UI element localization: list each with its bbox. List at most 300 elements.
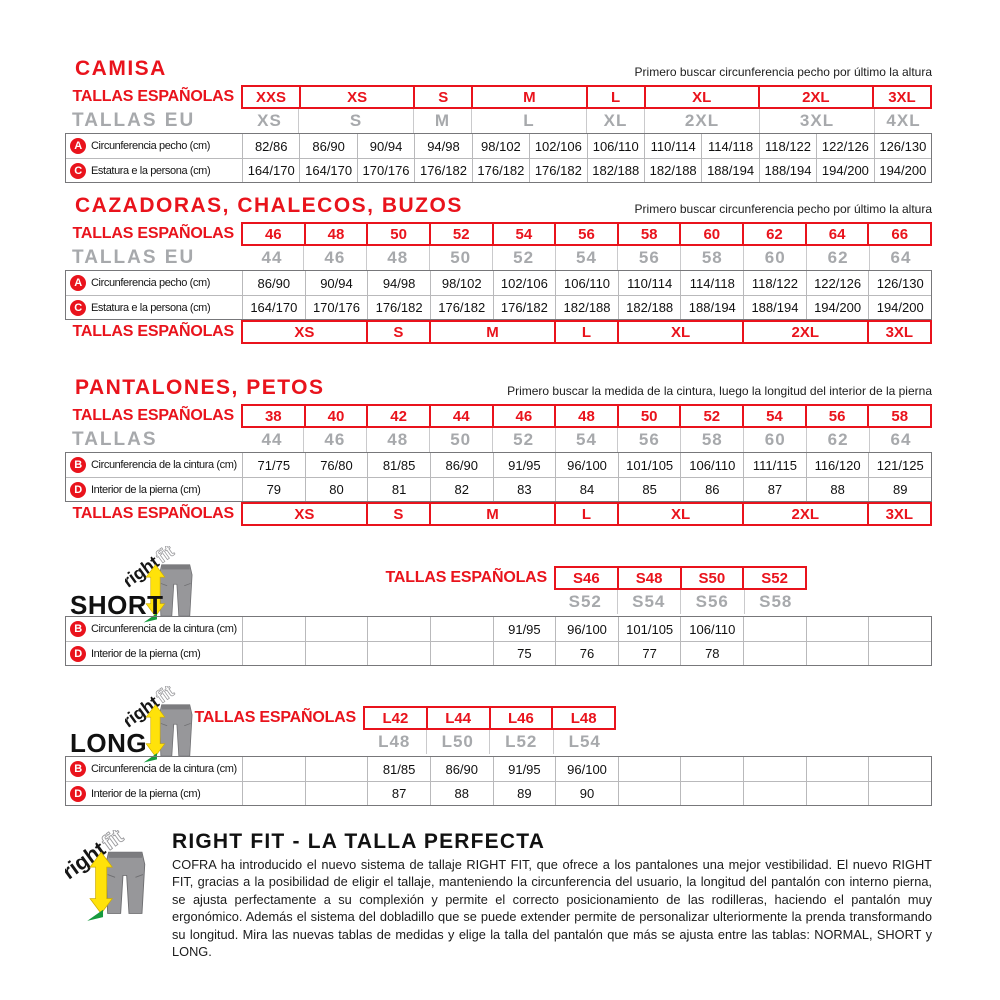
measure-value-cell: 94/98: [367, 271, 430, 295]
measure-value-cell: 111/115: [743, 453, 806, 477]
intl-size-cell: L: [554, 502, 619, 526]
inseam-value-cells: [242, 642, 931, 665]
short-measure-table: [65, 616, 932, 666]
measure-value-cell: 82/86: [242, 134, 299, 158]
measure-value-cell: [242, 617, 305, 641]
inseam-value-cells: [242, 782, 931, 805]
spanish-size-cell: 54: [742, 404, 807, 428]
cazadoras-note: Primero buscar circunferencia pecho por último la altura: [634, 202, 932, 216]
spanish-size-cell: 56: [554, 222, 619, 246]
section-cazadoras: [65, 192, 932, 344]
intl-size-cell: M: [429, 320, 556, 344]
badge-b-icon: B: [70, 457, 86, 473]
camisa-eu-size-cells: [241, 109, 932, 133]
rightfit-logo: [65, 830, 167, 948]
intl-size-cell: 2XL: [742, 320, 869, 344]
spanish-size-cell: L: [586, 85, 646, 109]
cazadoras-spanish-sizes-row: [65, 222, 932, 246]
cazadoras-spanish-size-cells: [241, 222, 932, 246]
measure-value-cell: 101/105: [618, 453, 681, 477]
short-size-cell: S52: [742, 566, 807, 590]
eu-size-cell: 46: [303, 428, 366, 452]
spanish-size-cell: 54: [492, 222, 557, 246]
measure-value-cell: 89: [493, 782, 556, 805]
measure-value-cell: 164/170: [299, 159, 356, 182]
badge-d-icon: D: [70, 786, 86, 802]
camisa-spanish-sizes-row: [65, 85, 932, 109]
measure-value-cell: 101/105: [618, 617, 681, 641]
measure-value-cell: 76: [555, 642, 618, 665]
cazadoras-eu-sizes-row: [65, 246, 932, 270]
eu-size-cell: 60: [743, 428, 806, 452]
spanish-size-cell: 60: [679, 222, 744, 246]
measure-label-text: Interior de la pierna (cm): [91, 787, 201, 800]
spanish-size-cell: 66: [867, 222, 932, 246]
spanish-size-cell: 46: [241, 222, 306, 246]
pantalones-measure-table: [65, 452, 932, 502]
short-title: SHORT: [70, 590, 164, 620]
measure-value-cell: 98/102: [472, 134, 529, 158]
waist-value-cells: [242, 617, 931, 641]
measure-value-cell: 121/125: [868, 453, 931, 477]
eu-size-cell: 56: [617, 428, 680, 452]
measure-value-cell: 96/100: [555, 617, 618, 641]
measure-label: [66, 271, 242, 295]
measure-value-cell: [868, 617, 931, 641]
pantalones-eu-sizes-row: [65, 428, 932, 452]
long-alt-sizes-row: [363, 730, 616, 754]
measure-value-cell: 188/194: [680, 296, 743, 319]
measure-value-cell: 87: [367, 782, 430, 805]
intl-size-cell: S: [366, 502, 431, 526]
measure-row-height: [66, 295, 931, 319]
measure-value-cell: [242, 642, 305, 665]
spanish-size-cell: XS: [299, 85, 415, 109]
measure-value-cell: 118/122: [743, 271, 806, 295]
long-size-cell: L46: [489, 706, 554, 730]
measure-value-cell: 164/170: [242, 159, 299, 182]
measure-value-cell: 86/90: [430, 757, 493, 781]
spanish-size-cell: XXS: [241, 85, 301, 109]
chest-value-cells: [242, 271, 931, 295]
measure-value-cell: 126/130: [874, 134, 931, 158]
height-value-cells: [242, 296, 931, 319]
measure-value-cell: 194/200: [874, 159, 931, 182]
camisa-spanish-sizes-label: TALLAS ESPAÑOLAS: [72, 88, 234, 105]
spanish-size-cell: 64: [805, 222, 870, 246]
measure-row-chest: [66, 134, 931, 158]
measure-label-text: Circunferencia pecho (cm): [91, 140, 210, 152]
measure-row-waist: [66, 757, 931, 781]
badge-b-icon: B: [70, 621, 86, 637]
measure-value-cell: 83: [493, 478, 556, 501]
measure-value-cell: [305, 757, 368, 781]
measure-value-cell: 182/188: [555, 296, 618, 319]
spanish-size-cell: 48: [554, 404, 619, 428]
measure-value-cell: 176/182: [414, 159, 471, 182]
measure-value-cell: 122/126: [816, 134, 873, 158]
pantalones-intl-size-cells: [241, 502, 932, 526]
measure-row-inseam: [66, 641, 931, 665]
section-long: [65, 692, 932, 808]
measure-label: [66, 134, 242, 158]
measure-value-cell: [305, 617, 368, 641]
measure-value-cell: 86: [680, 478, 743, 501]
measure-value-cell: 76/80: [305, 453, 368, 477]
measure-value-cell: [806, 757, 869, 781]
measure-label-text: Circunferencia de la cintura (cm): [91, 763, 237, 775]
eu-size-cell: 48: [366, 246, 429, 270]
measure-value-cell: 91/95: [493, 453, 556, 477]
measure-row-chest: [66, 271, 931, 295]
eu-size-cell: 58: [680, 246, 743, 270]
measure-value-cell: 89: [868, 478, 931, 501]
rightfit-paragraph: COFRA ha introducido el nuevo sistema de tallaje RIGHT FIT, que ofrece a los pantalones una mejor vestibilidad. El nuevo RIGHT FIT, gracias a la posibilidad de eligir el tallaje, manteniendo la circunferencia del usuario, la longitud del pantalón con interno pierna, se ajusta perfectamente a su complexión y permite el correcto posicionamiento de las rodilleras, haciendo el pantalón muy ergonómico. Además el sistema del dobladillo que se puede extender permite de personalizar ulteriormente la prenda transformando su longitud. Mira las nuevas tablas de medidas y elige la talla del pantalón que más se ajusta entre las tablas: NORMAL, SHORT y LONG.: [172, 857, 932, 960]
spanish-size-cell: 52: [429, 222, 494, 246]
eu-size-cell: 54: [555, 428, 618, 452]
measure-value-cell: [242, 757, 305, 781]
measure-value-cell: 90/94: [305, 271, 368, 295]
measure-value-cell: 176/182: [529, 159, 586, 182]
measure-value-cell: 82: [430, 478, 493, 501]
rightfit-heading: RIGHT FIT - LA TALLA PERFECTA: [172, 830, 546, 853]
spanish-size-cell: 62: [742, 222, 807, 246]
badge-a-icon: A: [70, 275, 86, 291]
measure-value-cell: 170/176: [305, 296, 368, 319]
measure-value-cell: [680, 782, 743, 805]
measure-value-cell: 188/194: [701, 159, 758, 182]
cazadoras-eu-size-cells: [241, 246, 932, 270]
camisa-note: Primero buscar circunferencia pecho por último la altura: [634, 65, 932, 79]
camisa-spanish-size-cells: [241, 85, 932, 109]
measure-value-cell: 176/182: [430, 296, 493, 319]
measure-value-cell: [305, 642, 368, 665]
measure-value-cell: 110/114: [644, 134, 701, 158]
measure-value-cell: 91/95: [493, 617, 556, 641]
badge-b-icon: B: [70, 761, 86, 777]
measure-value-cell: 126/130: [868, 271, 931, 295]
cazadoras-intl-sizes-row: [65, 320, 932, 344]
short-alt-size-cell: S52: [568, 592, 602, 611]
intl-size-cell: 3XL: [867, 320, 932, 344]
measure-value-cell: [618, 782, 681, 805]
measure-value-cell: 90: [555, 782, 618, 805]
measure-value-cell: 182/188: [618, 296, 681, 319]
badge-c-icon: C: [70, 163, 86, 179]
measure-value-cell: [242, 782, 305, 805]
pantalones-note: Primero buscar la medida de la cintura, luego la longitud del interior de la pierna: [507, 384, 932, 398]
measure-label: [66, 757, 242, 781]
measure-label: [66, 478, 242, 501]
measure-label: [66, 453, 242, 477]
camisa-eu-sizes-label: TALLAS EU: [72, 110, 196, 131]
camisa-title: CAMISA: [75, 57, 167, 80]
long-alt-size-cell: L50: [426, 730, 490, 754]
eu-size-cell: 62: [806, 428, 869, 452]
measure-value-cell: 106/110: [587, 134, 644, 158]
measure-value-cell: 81/85: [367, 453, 430, 477]
short-size-cell: S50: [680, 566, 745, 590]
cazadoras-intl-sizes-label: TALLAS ESPAÑOLAS: [72, 323, 234, 340]
eu-size-cell: 54: [555, 246, 618, 270]
spanish-size-cell: 58: [617, 222, 682, 246]
measure-value-cell: 106/110: [555, 271, 618, 295]
pantalones-intl-sizes-row: [65, 502, 932, 526]
short-alt-size-cell: S54: [617, 590, 681, 614]
pantalones-header: [65, 374, 932, 400]
eu-size-cell: M: [413, 109, 471, 133]
short-spanish-sizes-label: TALLAS ESPAÑOLAS: [385, 569, 547, 586]
measure-label-text: Estatura e la persona (cm): [91, 164, 211, 177]
eu-size-cell: 44: [261, 430, 283, 449]
long-spanish-sizes-row: [65, 706, 616, 730]
pantalones-spanish-sizes-label: TALLAS ESPAÑOLAS: [72, 407, 234, 424]
measure-value-cell: 194/200: [816, 159, 873, 182]
section-rightfit: [65, 824, 932, 964]
measure-label: [66, 782, 242, 805]
cazadoras-header: [65, 192, 932, 218]
measure-value-cell: 182/188: [587, 159, 644, 182]
measure-row-height: [66, 158, 931, 182]
measure-label: [66, 296, 242, 319]
spanish-size-cell: 3XL: [872, 85, 932, 109]
intl-size-cell: M: [429, 502, 556, 526]
measure-value-cell: 96/100: [555, 757, 618, 781]
long-size-cell: L42: [363, 706, 428, 730]
measure-value-cell: 75: [493, 642, 556, 665]
eu-size-cell: 56: [617, 246, 680, 270]
short-alt-size-cells: [554, 590, 807, 614]
measure-value-cell: 176/182: [472, 159, 529, 182]
spanish-size-cell: M: [471, 85, 587, 109]
measure-value-cell: 118/122: [759, 134, 816, 158]
measure-row-waist: [66, 453, 931, 477]
eu-size-cell: 64: [869, 246, 932, 270]
measure-value-cell: 86/90: [242, 271, 305, 295]
measure-value-cell: [806, 782, 869, 805]
measure-label-text: Circunferencia de la cintura (cm): [91, 459, 237, 471]
eu-size-cell: 50: [429, 428, 492, 452]
measure-value-cell: 98/102: [430, 271, 493, 295]
short-spanish-size-cells: [554, 566, 807, 590]
measure-value-cell: 77: [618, 642, 681, 665]
long-measure-table: [65, 756, 932, 806]
intl-size-cell: S: [366, 320, 431, 344]
measure-value-cell: [743, 617, 806, 641]
measure-label: [66, 617, 242, 641]
measure-value-cell: 90/94: [357, 134, 414, 158]
intl-size-cell: XL: [617, 502, 744, 526]
measure-value-cell: 86/90: [299, 134, 356, 158]
spanish-size-cell: 50: [366, 222, 431, 246]
measure-value-cell: 114/118: [680, 271, 743, 295]
measure-value-cell: 96/100: [555, 453, 618, 477]
measure-value-cell: 85: [618, 478, 681, 501]
measure-value-cell: 102/106: [529, 134, 586, 158]
pantalones-spanish-sizes-row: [65, 404, 932, 428]
measure-value-cell: 94/98: [414, 134, 471, 158]
measure-value-cell: [743, 642, 806, 665]
badge-d-icon: D: [70, 646, 86, 662]
measure-value-cell: [806, 642, 869, 665]
measure-label-text: Circunferencia de la cintura (cm): [91, 623, 237, 635]
measure-value-cell: 78: [680, 642, 743, 665]
badge-d-icon: D: [70, 482, 86, 498]
measure-value-cell: 188/194: [743, 296, 806, 319]
measure-value-cell: 80: [305, 478, 368, 501]
measure-value-cell: 176/182: [493, 296, 556, 319]
spanish-size-cell: 44: [429, 404, 494, 428]
spanish-size-cell: 58: [867, 404, 932, 428]
eu-size-cell: 2XL: [644, 109, 759, 133]
intl-size-cell: 3XL: [867, 502, 932, 526]
cazadoras-measure-table: [65, 270, 932, 320]
measure-value-cell: [806, 617, 869, 641]
pantalones-spanish-size-cells: [241, 404, 932, 428]
eu-size-cell: 4XL: [874, 109, 932, 133]
measure-value-cell: [743, 782, 806, 805]
intl-size-cell: XS: [241, 320, 368, 344]
measure-label: [66, 642, 242, 665]
cazadoras-spanish-sizes-label: TALLAS ESPAÑOLAS: [72, 225, 234, 242]
measure-label-text: Circunferencia pecho (cm): [91, 277, 210, 289]
measure-value-cell: 102/106: [493, 271, 556, 295]
short-spanish-sizes-row: [241, 566, 807, 590]
spanish-size-cell: 48: [304, 222, 369, 246]
eu-size-cell: 46: [303, 246, 366, 270]
measure-value-cell: [367, 617, 430, 641]
long-size-cell: L44: [426, 706, 491, 730]
measure-row-inseam: [66, 781, 931, 805]
measure-value-cell: 194/200: [806, 296, 869, 319]
measure-label-text: Interior de la pierna (cm): [91, 647, 201, 660]
spanish-size-cell: 40: [304, 404, 369, 428]
measure-value-cell: 176/182: [367, 296, 430, 319]
intl-size-cell: XL: [617, 320, 744, 344]
measure-value-cell: 86/90: [430, 453, 493, 477]
short-size-cell: S46: [554, 566, 619, 590]
short-alt-sizes-row: [554, 590, 807, 614]
measure-value-cell: 164/170: [242, 296, 305, 319]
measure-value-cell: 122/126: [806, 271, 869, 295]
eu-size-cell: 48: [366, 428, 429, 452]
measure-value-cell: [743, 757, 806, 781]
measure-value-cell: [430, 642, 493, 665]
measure-value-cell: [367, 642, 430, 665]
measure-label-text: Estatura e la persona (cm): [91, 301, 211, 314]
measure-label: [66, 159, 242, 182]
height-value-cells: [242, 159, 931, 182]
measure-value-cell: [868, 757, 931, 781]
measure-value-cell: 88: [430, 782, 493, 805]
measure-value-cell: [618, 757, 681, 781]
long-alt-size-cell: L54: [553, 730, 617, 754]
measure-value-cell: 79: [242, 478, 305, 501]
measure-value-cell: 110/114: [618, 271, 681, 295]
cazadoras-eu-sizes-label: TALLAS EU: [72, 247, 196, 268]
eu-size-cell: 50: [429, 246, 492, 270]
measure-row-waist: [66, 617, 931, 641]
short-alt-size-cell: S58: [744, 590, 808, 614]
measure-value-cell: 188/194: [759, 159, 816, 182]
waist-value-cells: [242, 453, 931, 477]
eu-size-cell: 44: [261, 248, 283, 267]
measure-value-cell: 182/188: [644, 159, 701, 182]
spanish-size-cell: 2XL: [758, 85, 874, 109]
section-camisa: [65, 55, 932, 183]
waist-value-cells: [242, 757, 931, 781]
measure-value-cell: 106/110: [680, 453, 743, 477]
eu-size-cell: XS: [257, 111, 282, 130]
measure-value-cell: 81: [367, 478, 430, 501]
eu-size-cell: 52: [492, 246, 555, 270]
cazadoras-title: CAZADORAS, CHALECOS, BUZOS: [75, 194, 463, 217]
measure-value-cell: [680, 757, 743, 781]
eu-size-cell: 3XL: [759, 109, 874, 133]
section-pantalones: [65, 374, 932, 526]
pantalones-eu-sizes-label: TALLAS: [72, 429, 158, 450]
spanish-size-cell: 42: [366, 404, 431, 428]
long-spanish-size-cells: [363, 706, 616, 730]
measure-value-cell: 71/75: [242, 453, 305, 477]
measure-value-cell: [868, 642, 931, 665]
measure-value-cell: 114/118: [701, 134, 758, 158]
inseam-value-cells: [242, 478, 931, 501]
long-alt-size-cell: L52: [489, 730, 553, 754]
chest-value-cells: [242, 134, 931, 158]
long-size-cell: L48: [551, 706, 616, 730]
camisa-header: [65, 55, 932, 81]
measure-value-cell: [430, 617, 493, 641]
camisa-eu-sizes-row: [65, 109, 932, 133]
short-alt-size-cell: S56: [680, 590, 744, 614]
pantalones-title: PANTALONES, PETOS: [75, 376, 325, 399]
measure-value-cell: 106/110: [680, 617, 743, 641]
measure-value-cell: 87: [743, 478, 806, 501]
measure-value-cell: 88: [806, 478, 869, 501]
section-short: [65, 552, 932, 668]
measure-value-cell: 81/85: [367, 757, 430, 781]
badge-a-icon: A: [70, 138, 86, 154]
intl-size-cell: 2XL: [742, 502, 869, 526]
intl-size-cell: XS: [241, 502, 368, 526]
eu-size-cell: XL: [586, 109, 644, 133]
eu-size-cell: 64: [869, 428, 932, 452]
spanish-size-cell: 46: [492, 404, 557, 428]
eu-size-cell: S: [298, 109, 413, 133]
measure-value-cell: [868, 782, 931, 805]
spanish-size-cell: 56: [805, 404, 870, 428]
measure-value-cell: 91/95: [493, 757, 556, 781]
long-title: LONG: [70, 728, 148, 758]
measure-value-cell: 194/200: [868, 296, 931, 319]
eu-size-cell: 62: [806, 246, 869, 270]
camisa-measure-table: [65, 133, 932, 183]
measure-value-cell: 116/120: [806, 453, 869, 477]
pantalones-eu-size-cells: [241, 428, 932, 452]
short-size-cell: S48: [617, 566, 682, 590]
long-alt-size-cell: L48: [378, 732, 411, 751]
spanish-size-cell: XL: [644, 85, 760, 109]
eu-size-cell: 52: [492, 428, 555, 452]
measure-row-inseam: [66, 477, 931, 501]
long-alt-size-cells: [363, 730, 616, 754]
spanish-size-cell: 52: [679, 404, 744, 428]
eu-size-cell: L: [471, 109, 586, 133]
pantalones-intl-sizes-label: TALLAS ESPAÑOLAS: [72, 505, 234, 522]
measure-value-cell: 84: [555, 478, 618, 501]
measure-value-cell: 170/176: [357, 159, 414, 182]
